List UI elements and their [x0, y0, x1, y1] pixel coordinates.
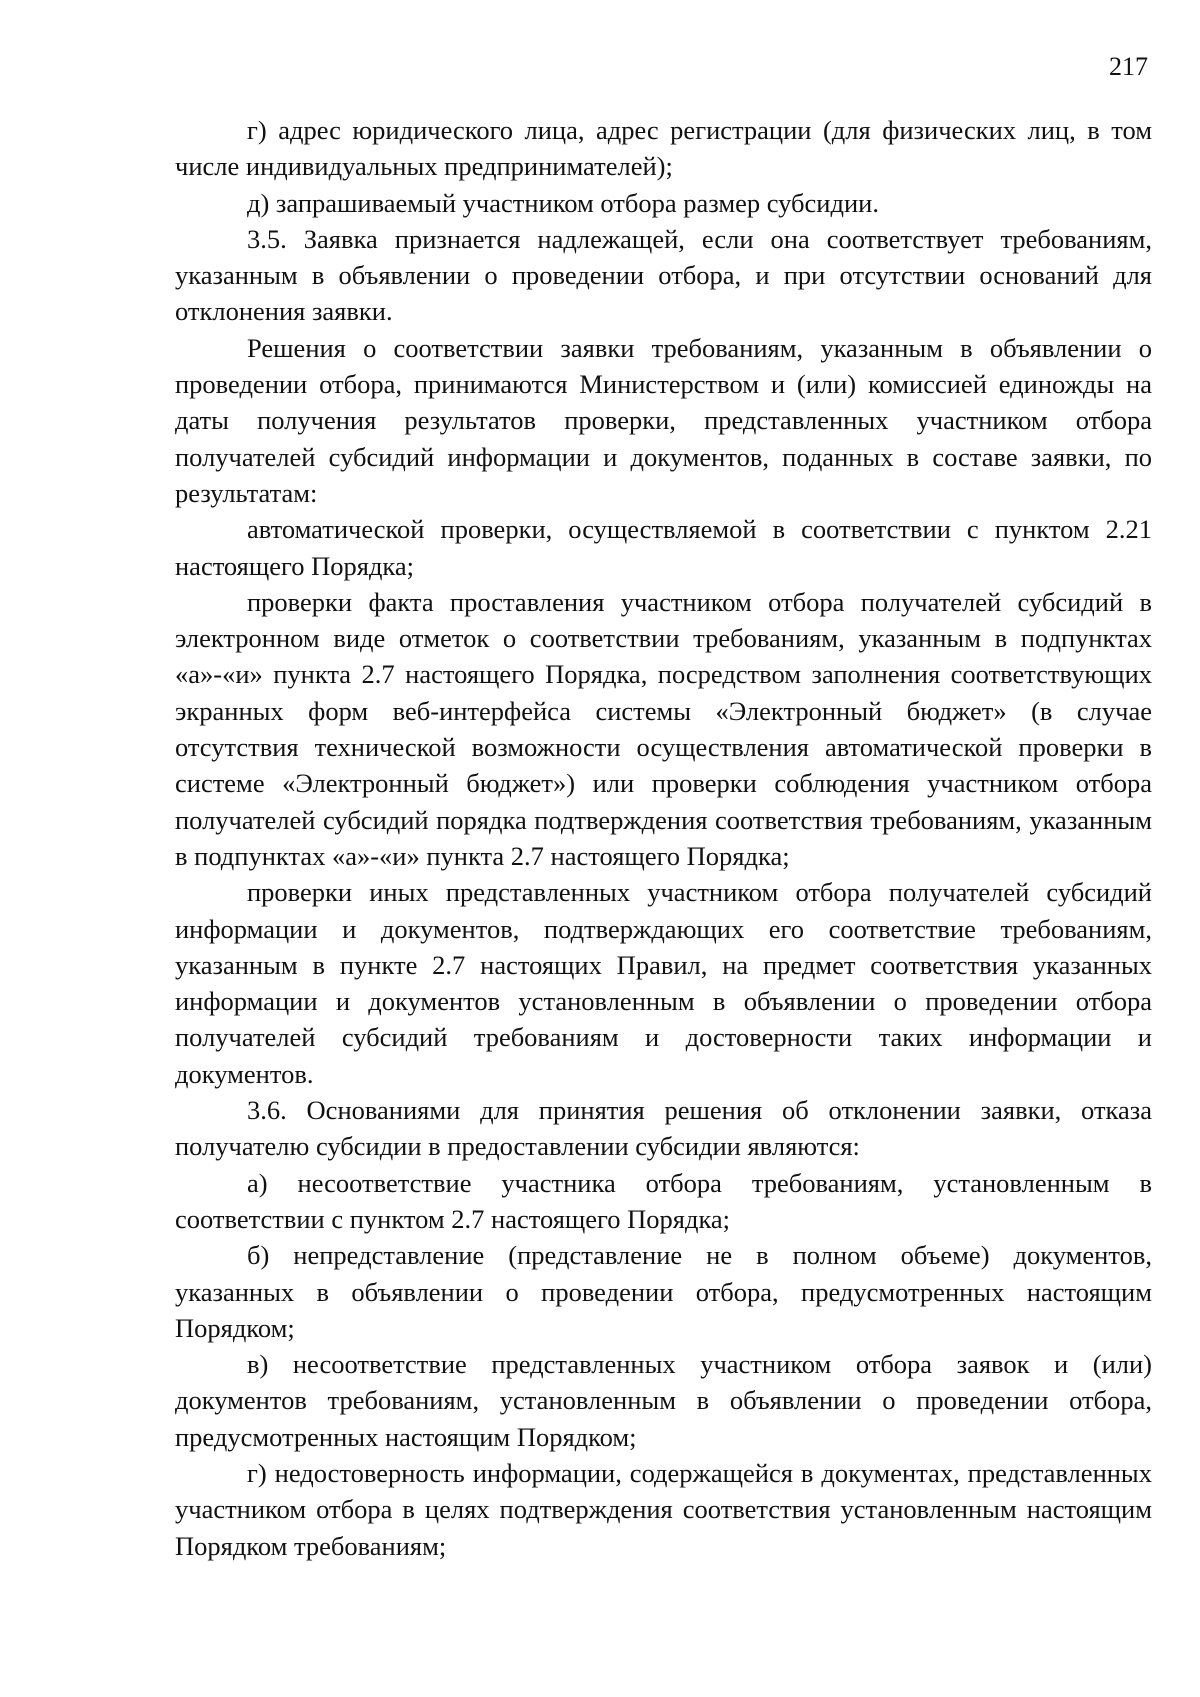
paragraph-other-documents-check: проверки иных представленных участником отбора получателей субсидий информации и документов, подтверждающих его соответствие требованиям, указанным в пункте 2.7 настоящих Правил, на предмет соответствия указанных информации и документов установленным в объявлении о проведении отбора получателей субсидий требованиям и достоверности таких информации и документов.	[175, 877, 1152, 1089]
paragraph-marks-check: проверки факта проставления участником отбора получателей субсидий в электронном виде отметок о соответствии требованиям, указанным в подпунктах «а»-«и» пункта 2.7 настоящего Порядка, посредством заполнения соответствующих экранных форм веб-интерфейса системы «Электронный бюджет» (в случае отсутствия технической возможности осуществления автоматической проверки в системе «Электронный бюджет») или проверки соблюдения участником отбора получателей субсидий порядка подтверждения соответствия требованиям, указанным в подпунктах «а»-«и» пункта 2.7 настоящего Порядка;	[175, 586, 1152, 871]
document-body	[175, 112, 1152, 1564]
paragraph-item-d-subsidy-amount: д) запрашиваемый участником отбора размер субсидии.	[247, 187, 879, 218]
paragraph-decisions: Решения о соответствии заявки требованиям, указанным в объявлении о проведении отбора, принимаются Министерством и (или) комиссией единожды на даты получения результатов проверки, представленных участником отбора получателей субсидий информации и документов, поданных в составе заявки, по результатам:	[175, 332, 1152, 508]
paragraph-item-g-address: г) адрес юридического лица, адрес регистрации (для физических лиц, в том числе индивидуальных предпринимателей);	[175, 115, 1152, 182]
page-number: 217	[1109, 52, 1148, 81]
paragraph-reason-b: б) непредставление (представление не в полном объеме) документов, указанных в объявлении о проведении отбора, предусмотренных настоящим Порядком;	[175, 1240, 1152, 1343]
paragraph-3-6: 3.6. Основаниями для принятия решения об отклонении заявки, отказа получателю субсидии в предоставлении субсидии являются:	[175, 1095, 1152, 1162]
paragraph-reason-v: в) несоответствие представленных участником отбора заявок и (или) документов требованиям, установленным в объявлении о проведении отбора, предусмотренных настоящим Порядком;	[175, 1349, 1152, 1452]
paragraph-reason-g: г) недостоверность информации, содержащейся в документах, представленных участником отбора в целях подтверждения соответствия установленным настоящим Порядком требованиям;	[175, 1457, 1152, 1561]
paragraph-automatic-check: автоматической проверки, осуществляемой в соответствии с пунктом 2.21 настоящего Порядка;	[175, 514, 1152, 581]
paragraph-3-5: 3.5. Заявка признается надлежащей, если она соответствует требованиям, указанным в объявлении о проведении отбора, и при отсутствии оснований для отклонения заявки.	[175, 223, 1152, 327]
paragraph-reason-a: а) несоответствие участника отбора требованиям, установленным в соответствии с пунктом 2.7 настоящего Порядка;	[175, 1167, 1152, 1234]
